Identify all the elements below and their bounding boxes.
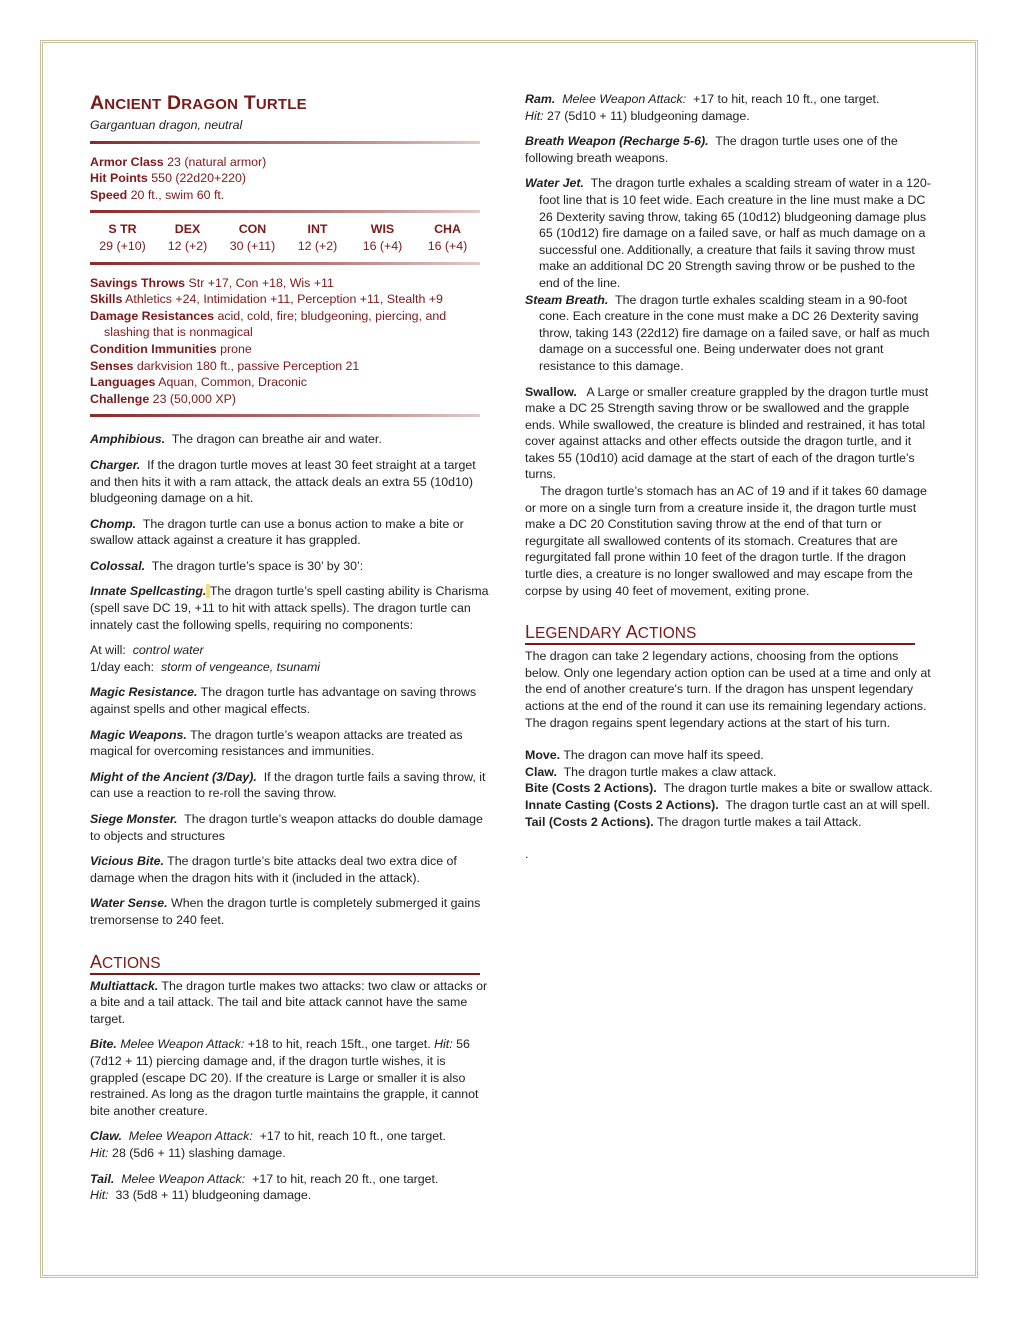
trait-magic-weapons: Magic Weapons. The dragon turtle’s weapon attacks are treated as magical for overcoming resistances and immunities. [90,727,463,759]
trait-magic-resistance: Magic Resistance. The dragon turtle has advantage on saving throws against spells and other magical effects. [90,685,477,717]
action-claw: Claw. Melee Weapon Attack: +17 to hit, reach 10 ft., one target. Hit: 28 (5d6 + 11) slashing damage. [90,1129,446,1160]
trait-colossal: Colossal. The dragon turtle’s space is 30’ by 30’: [90,558,364,573]
languages: Languages Aquan, Common, Draconic [90,375,307,390]
spell-at-will: At will: control water [90,643,204,658]
action-water-jet: Water Jet. The dragon turtle exhales a scalding stream of water in a 120-foot line that is 10 feet wide. Each creature in the line must make a DC 26 Dexterity saving throw, taking 65 (10d12) bludgeoning damage plus 65 (10d12) fire damage on a failed save, or half as much damage on a successful one. Additionally, a creature that fails it saving throw must make an additional DC 20 Strength saving throw or be pushed to the end of the line. [525,176,931,290]
action-ram: Ram. Melee Weapon Attack: +17 to hit, reach 10 ft., one target. Hit: 27 (5d10 + 11) bludgeoning damage. [525,92,880,123]
legendary-intro: The dragon can take 2 legendary actions, choosing from the options below. Only one legendary action option can be used at a time and only at the end of another creature's turn. If the dragon has unspent legendary actions at the end of the round it can use its remaining legendary actions. The dragon regains spent legendary actions at the start of his turn. [525,649,931,730]
action-bite: Bite. Melee Weapon Attack: +18 to hit, reach 15ft., one target. Hit: 56 (7d12 + 11) piercing damage and, if the dragon turtle wishes, it is grappled (escape DC 20). If the creature is Large or smaller it is also restrained. As long as the dragon turtle maintains the grapple, it cannot bite another creature. [90,1037,479,1118]
divider [90,262,480,265]
hit-points: Hit Points 550 (22d20+220) [90,171,247,186]
skills: Skills Athletics +24, Intimidation +11, Perception +11, Stealth +9 [90,292,443,307]
divider [90,141,480,144]
action-tail: Tail. Melee Weapon Attack: +17 to hit, reach 20 ft., one target. Hit: 33 (5d8 + 11) bludgeoning damage. [90,1171,439,1203]
damage-resistances: Damage Resistances acid, cold, fire; bludgeoning, piercing, and slashing that is nonmagical [90,308,447,340]
action-breath-weapon: Breath Weapon (Recharge 5-6). The dragon turtle uses one of the following breath weapons. [525,134,898,165]
left-column [90,92,492,1204]
action-swallow: Swallow. A Large or smaller creature grappled by the dragon turtle must make a DC 25 Strength saving throw or be swallowed and the grapple ends. While swallowed, the creature is blinded and restrained, it has total cover against attacks and other effects outside the dragon turtle, and it takes 55 (10d10) acid damage at the start of each of the dragon turtle’s turns. [525,384,929,482]
challenge: Challenge 23 (50,000 XP) [90,391,237,406]
ability-str: S TR 29 (+10) [99,222,146,253]
action-swallow-stomach: The dragon turtle’s stomach has an AC of 19 and if it takes 60 damage or more on a single turn from a creature inside it, the dragon turtle must make a DC 20 Constitution saving throw at the end of that turn or regurgitate all swallowed contents of its stomach. Creatures that are regurgitated fall prone within 10 feet of the dragon turtle. If the dragon turtle dies, a creature is no longer swallowed and may escape from the corpse by using 40 feet of movement, exiting prone. [525,484,927,598]
legendary-tail: Tail (Costs 2 Actions). The dragon turtle makes a tail Attack. [525,814,862,829]
ability-dex: DEX 12 (+2) [167,222,208,253]
trait-water-sense: Water Sense. When the dragon turtle is completely submerged it gains tremorsense to 240 feet. [90,896,481,927]
trait-vicious-bite: Vicious Bite. The dragon turtle’s bite attacks deal two extra dice of damage when the dragon hits with it (included in the attack). [90,854,457,885]
action-multiattack: Multiattack. The dragon turtle makes two attacks: two claw or attacks or a bite and a tail attack. The tail and bite attack cannot have the same target. [90,978,488,1026]
right-column [525,91,935,863]
actions-heading: ACTIONS [90,953,480,975]
trailing-dot: . [525,847,529,862]
ability-int: INT 12 (+2) [297,222,338,253]
armor-class: Armor Class 23 (natural armor) [90,154,267,169]
trait-innate-spellcasting: Innate Spellcasting. The dragon turtle’s spell casting ability is Charisma (spell save DC 19, +11 to hit with attack spells). The dragon turtle can innately cast the following spells, requiring no components: [90,584,489,632]
trait-amphibious: Amphibious. The dragon can breathe air and water. [90,432,382,447]
trait-chomp: Chomp. The dragon turtle can use a bonus action to make a bite or swallow attack against a creature it has grappled. [90,516,464,548]
action-steam-breath: Steam Breath. The dragon turtle exhales scalding steam in a 90-foot cone. Each creature in the cone must make a DC 26 Dexterity saving throw, taking 143 (22d12) fire damage on a failed save, or half as much damage on a successful one. Being underwater does not grant resistance to this damage. [525,292,930,373]
legendary-move: Move. The dragon can move half its speed. [525,748,764,763]
ability-scores [90,221,480,254]
senses: Senses darkvision 180 ft., passive Perception 21 [90,358,360,373]
ability-wis: WIS 16 (+4) [362,222,403,253]
legendary-claw: Claw. The dragon turtle makes a claw attack. [525,764,777,779]
trait-might-of-the-ancient: Might of the Ancient (3/Day). If the dragon turtle fails a saving throw, it can use a reaction to re-roll the saving throw. [90,769,486,801]
divider [90,414,480,417]
legendary-bite: Bite (Costs 2 Actions). The dragon turtle makes a bite or swallow attack. [525,781,933,796]
legendary-innate-casting: Innate Casting (Costs 2 Actions). The dragon turtle cast an at will spell. [525,797,930,812]
trait-siege-monster: Siege Monster. The dragon turtle’s weapon attacks do double damage to objects and structures [90,812,483,843]
saving-throws: Savings Throws Str +17, Con +18, Wis +11 [90,275,334,290]
divider [90,210,480,213]
condition-immunities: Condition Immunities prone [90,341,252,356]
monster-subtitle: Gargantuan dragon, neutral [90,118,243,132]
trait-charger: Charger. If the dragon turtle moves at least 30 feet straight at a target and then hits it with a ram attack, the attack deals an extra 55 (10d10) bludgeoning damage on a hit. [90,457,476,506]
ability-con: CON 30 (+11) [229,222,276,253]
spell-per-day: 1/day each: storm of vengeance, tsunami [90,659,321,674]
speed: Speed 20 ft., swim 60 ft. [90,187,225,202]
ability-cha: CHA 16 (+4) [427,222,468,253]
legendary-actions-heading: LEGENDARY ACTIONS [525,623,915,645]
monster-name: ANCIENT DRAGON TURTLE [90,92,307,114]
